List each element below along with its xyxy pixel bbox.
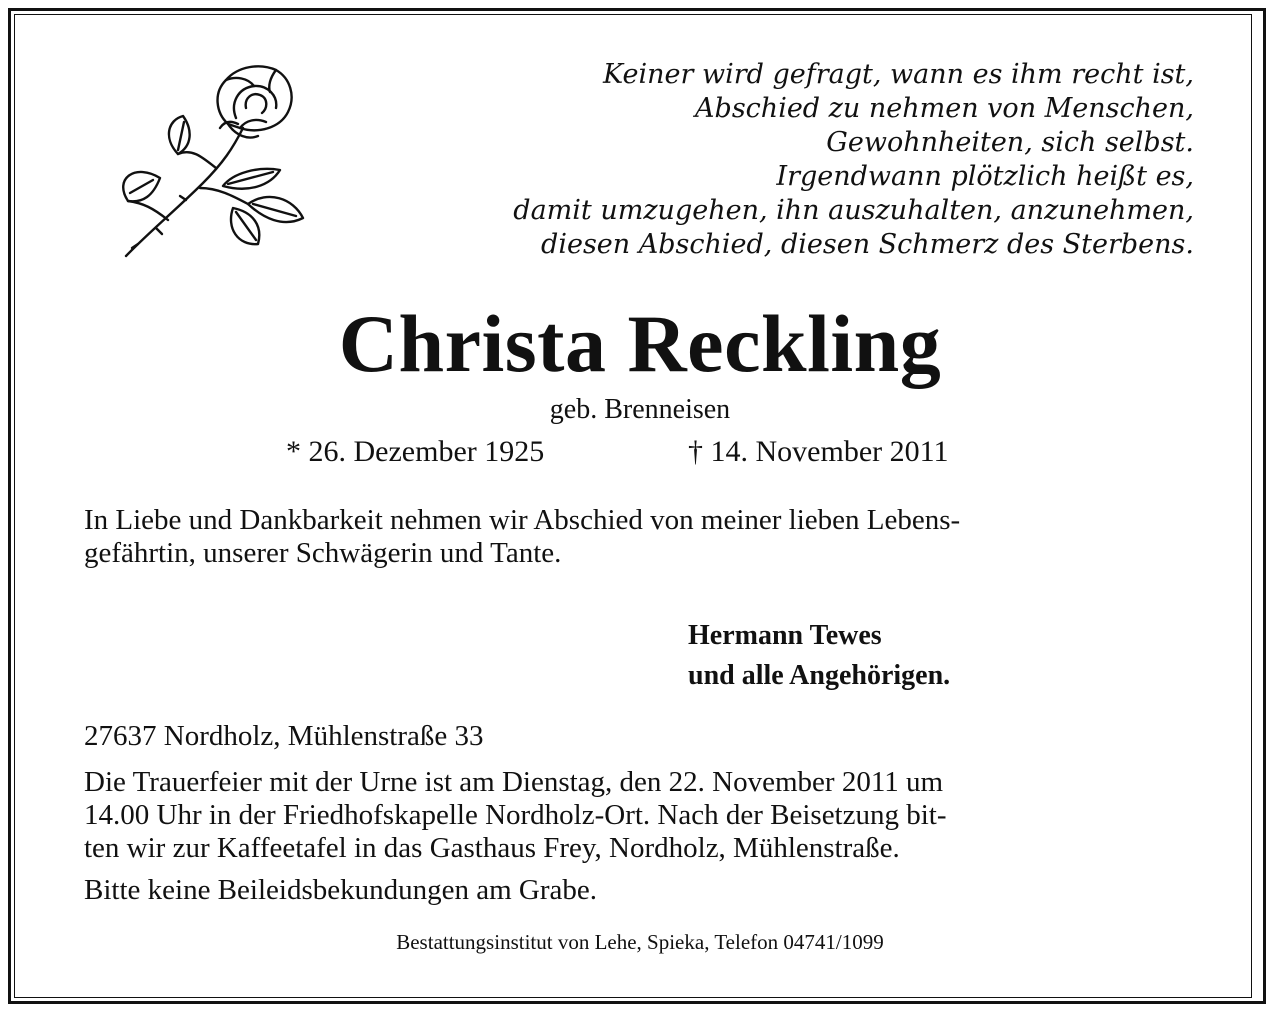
poem-line: Gewohnheiten, sich selbst. bbox=[826, 127, 1194, 158]
deceased-name: Christa Reckling bbox=[338, 298, 942, 389]
poem-line: damit umzugehen, ihn auszuhalten, anzunehmen, bbox=[513, 195, 1194, 226]
signer-family: und alle Angehörigen. bbox=[688, 660, 951, 691]
signer-name: Hermann Tewes bbox=[688, 620, 882, 651]
intro-line: In Liebe und Dankbarkeit nehmen wir Abschied von meiner lieben Lebens- bbox=[84, 504, 961, 536]
ceremony-line: 14.00 Uhr in der Friedhofskapelle Nordholz-Ort. Nach der Beisetzung bit- bbox=[84, 799, 947, 831]
funeral-home-footer: Bestattungsinstitut von Lehe, Spieka, Telefon 04741/1099 bbox=[396, 930, 884, 954]
ceremony-paragraph bbox=[84, 766, 1196, 865]
death-date: † 14. November 2011 bbox=[688, 435, 949, 468]
poem-line: diesen Abschied, diesen Schmerz des Sterbens. bbox=[541, 229, 1194, 260]
birth-name: geb. Brenneisen bbox=[549, 394, 731, 425]
intro-paragraph bbox=[84, 504, 1196, 570]
poem-line: Irgendwann plötzlich heißt es, bbox=[776, 161, 1194, 192]
address: 27637 Nordholz, Mühlenstraße 33 bbox=[84, 720, 484, 752]
poem bbox=[434, 58, 1194, 262]
rose-icon bbox=[108, 58, 308, 263]
birth-date: * 26. Dezember 1925 bbox=[286, 435, 545, 468]
closing-note: Bitte keine Beileidsbekundungen am Grabe. bbox=[84, 874, 597, 906]
ceremony-line: ten wir zur Kaffeetafel in das Gasthaus Frey, Nordholz, Mühlenstraße. bbox=[84, 832, 900, 864]
ceremony-line: Die Trauerfeier mit der Urne ist am Dienstag, den 22. November 2011 um bbox=[84, 766, 944, 798]
poem-line: Keiner wird gefragt, wann es ihm recht ist, bbox=[603, 59, 1194, 90]
intro-line: gefährtin, unserer Schwägerin und Tante. bbox=[84, 537, 562, 569]
poem-line: Abschied zu nehmen von Menschen, bbox=[695, 93, 1194, 124]
signers bbox=[688, 616, 950, 696]
